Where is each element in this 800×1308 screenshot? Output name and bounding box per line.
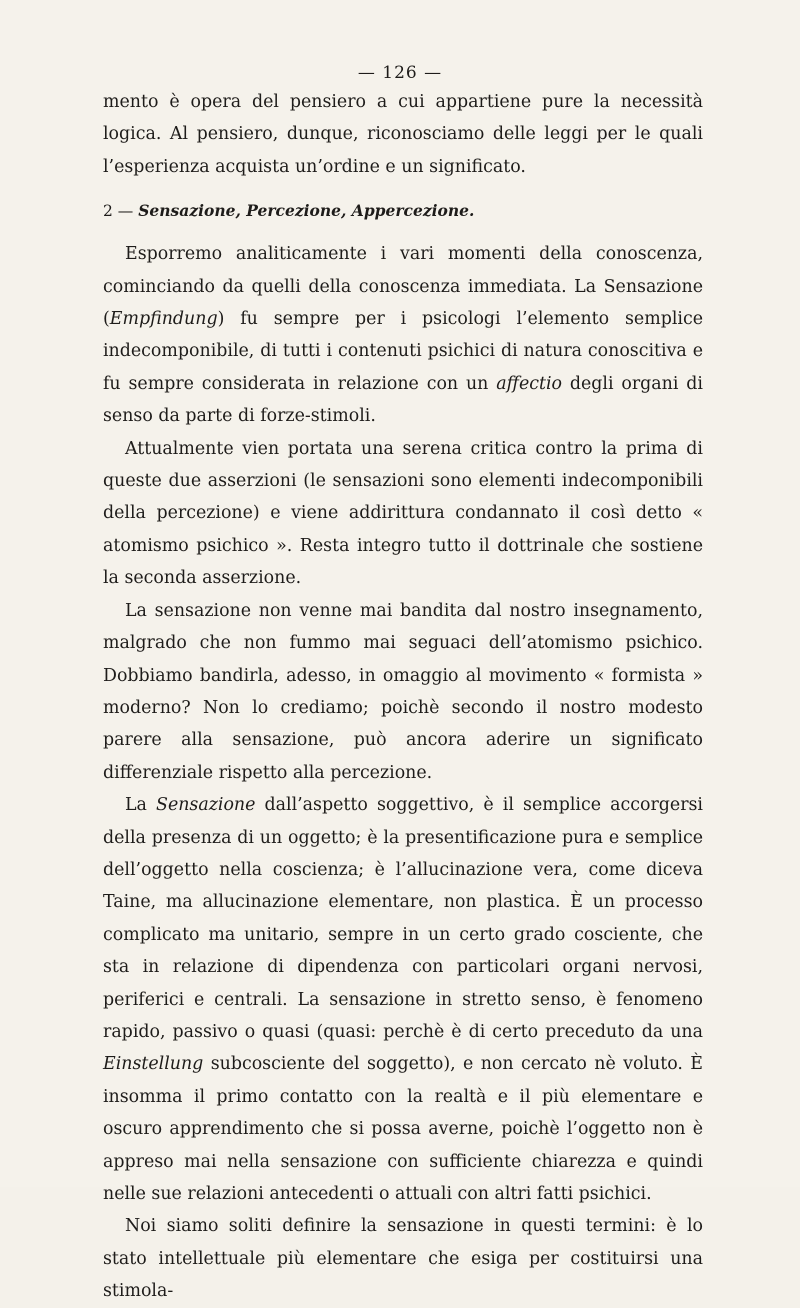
section-number: 2 — <box>103 202 134 221</box>
paragraph-5: Noi siamo soliti definire la sensazione in questi termini: è lo stato intellettuale più elementare che esiga per costituirsi una stimola- <box>103 1216 703 1302</box>
page-body <box>103 86 703 1308</box>
paragraph-1-text-a: Esporremo analiticamente i vari momenti della conoscenza, cominciando da quelli della conoscenza immediata. La Sensazione ( <box>103 244 703 330</box>
paragraph-4-text-a: La <box>125 795 157 816</box>
paragraph-continuation: mento è opera del pensiero a cui appartiene pure la necessità logica. Al pensiero, dunque, riconosciamo delle leggi per le quali l’esperienza acquista un’ordine e un significato. <box>103 92 703 177</box>
section-heading <box>103 199 703 223</box>
paragraph-3: La sensazione non venne mai bandita dal nostro insegnamento, malgrado che non fummo mai seguaci dell’atomismo psichico. Dobbiamo bandirla, adesso, in omaggio al movimento « formista » moderno? Non lo crediamo; poichè secondo il nostro modesto parere alla sensazione, può ancora aderire un significato differenziale rispetto alla percezione. <box>103 600 703 783</box>
paragraph-4-text-c: subcosciente del soggetto), e non cercato nè voluto. È insomma il primo contatto con la realtà e il più elementare e oscuro apprendimento che si possa averne, poichè l’oggetto non è appreso mai nella sensazione con sufficiente chiarezza e quindi nelle sue relazioni antecedenti o attuali con altri fatti psichici. <box>103 1054 703 1204</box>
section-title: Sensazione, Percezione, Appercezione. <box>138 201 475 221</box>
paragraph-1 <box>103 238 703 432</box>
paragraph-4-term-einstellung: Einstellung <box>103 1054 204 1075</box>
paragraph-4-term-sensazione: Sensazione <box>156 795 256 816</box>
paragraph-1-term-empfindung: Empfindung <box>109 309 218 330</box>
paragraph-1-text-c: degli organi di senso da parte di forze-stimoli. <box>103 373 703 427</box>
page-number: — 126 — <box>357 63 443 83</box>
paragraph-4-text-b: dall’aspetto soggettivo, è il semplice accorgersi della presenza di un oggetto; è la presentificazione pura e semplice dell’oggetto nella coscienza; è l’allucinazione vera, come diceva Taine, ma allucinazione elementare, non plastica. È un processo complicato ma unitario, sempre in un certo grado cosciente, che sta in relazione di dipendenza con particolari organi nervosi, periferici e centrali. La sensazione in stretto senso, è fenomeno rapido, passivo o quasi (quasi: perchè è di certo preceduto da una <box>103 795 703 1042</box>
paragraph-1-term-affectio: affectio <box>496 373 562 394</box>
paragraph-2: Attualmente vien portata una serena critica contro la prima di queste due asserzioni (le sensazioni sono elementi indecomponibili della percezione) e viene addirittura condannato il così detto « atomismo psichico ». Resta integro tutto il dottrinale che sostiene la seconda asserzione. <box>103 438 703 589</box>
paragraph-1-text-b: ) fu sempre per i psicologi l’elemento semplice indecomponibile, di tutti i contenuti psichici di natura conoscitiva e fu sempre considerata in relazione con un <box>103 309 703 394</box>
paragraph-4 <box>103 789 703 1210</box>
